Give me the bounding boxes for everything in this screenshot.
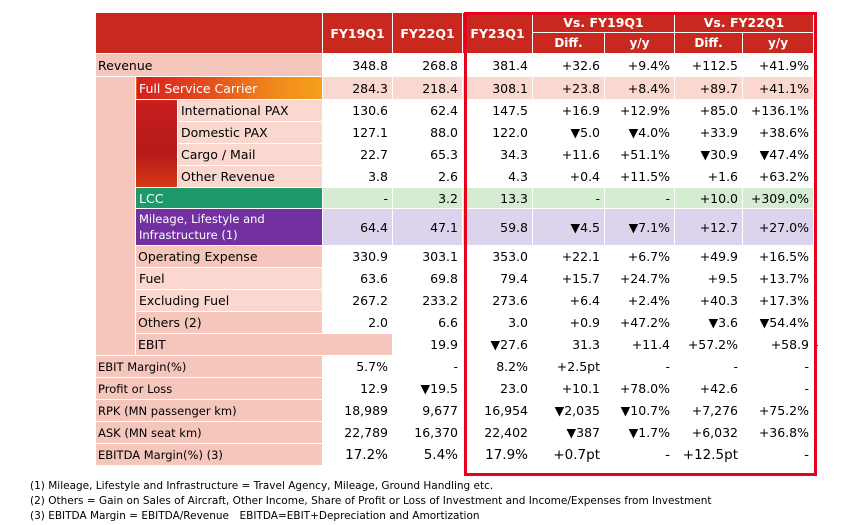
table-row <box>96 356 824 378</box>
cell: +7,276 <box>675 400 743 422</box>
row-label-others: Others (2) <box>136 312 323 334</box>
table-row <box>96 54 824 77</box>
footnote-3: (3) EBITDA Margin = EBITDA/Revenue EBITDA=EBIT+Depreciation and Amortization <box>30 510 480 522</box>
col-header-diff-fy22: Diff. <box>675 33 743 54</box>
cell: ▼4.0% <box>605 122 675 144</box>
cell: ▼387 <box>533 422 605 444</box>
cell: 6.6 <box>393 312 463 334</box>
cell: +309.0% <box>743 188 814 209</box>
row-label-intl-pax: International PAX <box>178 100 323 122</box>
col-header-fy22q1: FY22Q1 <box>393 13 463 54</box>
table-row <box>96 312 824 334</box>
cell: 34.3 <box>463 144 533 166</box>
cell: 284.3 <box>323 77 393 100</box>
cell: 22,402 <box>463 422 533 444</box>
cell: +85.0 <box>675 100 743 122</box>
cell: +6.7% <box>605 246 675 268</box>
cell: 47.1 <box>393 209 463 246</box>
row-label-dom-pax: Domestic PAX <box>178 122 323 144</box>
cell: 308.1 <box>463 77 533 100</box>
cell: 65.3 <box>393 144 463 166</box>
cell: +75.2% <box>743 400 814 422</box>
row-label-mileage: Mileage, Lifestyle and Infrastructure (1) <box>136 209 323 246</box>
cell: 218.4 <box>393 77 463 100</box>
cell: ▼54.4% <box>743 312 814 334</box>
table-row <box>96 444 824 466</box>
cell: 17.9% <box>463 444 533 466</box>
footnote-2: (2) Others = Gain on Sales of Aircraft, Other Income, Share of Profit or Loss of Investment and Income/Expenses from Investment <box>30 495 712 507</box>
cell: 5.7% <box>323 356 393 378</box>
row-label-ebit: EBIT <box>136 334 393 356</box>
col-group-vs-fy19q1: Vs. FY19Q1 <box>533 13 675 33</box>
cell: +23.8 <box>533 77 605 100</box>
cell: - <box>675 356 743 378</box>
cell: +49.9 <box>675 246 743 268</box>
footnote-1: (1) Mileage, Lifestyle and Infrastructure = Travel Agency, Mileage, Ground Handling etc. <box>30 480 494 492</box>
cell: 9,677 <box>393 400 463 422</box>
table-row <box>96 422 824 444</box>
cell: 233.2 <box>393 290 463 312</box>
cell: +2.5pt <box>533 356 605 378</box>
cell: - <box>743 444 814 466</box>
cell: +41.9% <box>743 54 814 77</box>
cell: ▼27.6 <box>463 334 533 356</box>
cell: 5.4% <box>393 444 463 466</box>
cell: +17.3% <box>743 290 814 312</box>
cell: 348.8 <box>323 54 393 77</box>
cell: +6,032 <box>675 422 743 444</box>
cell: - <box>393 356 463 378</box>
cell: 268.8 <box>393 54 463 77</box>
row-label-excluding-fuel: Excluding Fuel <box>136 290 323 312</box>
cell: 3.0 <box>463 312 533 334</box>
header-corner <box>96 13 323 54</box>
cell: 69.8 <box>393 268 463 290</box>
row-label-opex: Operating Expense <box>136 246 323 268</box>
cell: - <box>533 188 605 209</box>
table-row <box>96 334 824 356</box>
cell: ▼1.7% <box>605 422 675 444</box>
cell: +51.1% <box>605 144 675 166</box>
cell: - <box>743 356 814 378</box>
col-header-diff-fy19: Diff. <box>533 33 605 54</box>
row-label-revenue: Revenue <box>96 54 323 77</box>
cell: +0.4 <box>533 166 605 188</box>
financial-results-table <box>95 12 824 466</box>
cell: - <box>323 188 393 209</box>
table-row <box>96 144 824 166</box>
cell: 23.0 <box>463 378 533 400</box>
cell: +6.4 <box>533 290 605 312</box>
table-row <box>96 290 824 312</box>
col-group-vs-fy22q1: Vs. FY22Q1 <box>675 13 814 33</box>
cell: +16.9 <box>533 100 605 122</box>
cell: 22,789 <box>323 422 393 444</box>
table-row <box>96 188 824 209</box>
cell: - <box>814 334 824 356</box>
cell: +38.6% <box>743 122 814 144</box>
cell: 88.0 <box>393 122 463 144</box>
cell: 4.3 <box>463 166 533 188</box>
cell: 59.8 <box>463 209 533 246</box>
cell: 16,954 <box>463 400 533 422</box>
footnotes <box>30 479 712 524</box>
cell: +10.0 <box>675 188 743 209</box>
cell: +27.0% <box>743 209 814 246</box>
table-row <box>96 378 824 400</box>
cell: +15.7 <box>533 268 605 290</box>
row-label-profit: Profit or Loss <box>96 378 323 400</box>
col-header-fy23q1: FY23Q1 <box>463 13 533 54</box>
cell: +36.8% <box>743 422 814 444</box>
cell: +63.2% <box>743 166 814 188</box>
cell: +78.0% <box>605 378 675 400</box>
cell: ▼47.4% <box>743 144 814 166</box>
cell: 62.4 <box>393 100 463 122</box>
cell: 381.4 <box>463 54 533 77</box>
cell: +1.6 <box>675 166 743 188</box>
revenue-indent-block <box>96 77 136 356</box>
cell: +47.2% <box>605 312 675 334</box>
cell: +24.7% <box>605 268 675 290</box>
cell: 17.2% <box>323 444 393 466</box>
cell: +136.1% <box>743 100 814 122</box>
cell: +41.1% <box>743 77 814 100</box>
cell: +0.9 <box>533 312 605 334</box>
cell: +22.1 <box>533 246 605 268</box>
cell: +112.5 <box>675 54 743 77</box>
cell: +42.6 <box>675 378 743 400</box>
cell: +12.5pt <box>675 444 743 466</box>
cell: +11.4 <box>605 334 675 356</box>
cell: +12.7 <box>675 209 743 246</box>
row-label-ebitda-margin: EBITDA Margin(%) (3) <box>96 444 323 466</box>
cell: 2.0 <box>323 312 393 334</box>
row-label-fuel: Fuel <box>136 268 323 290</box>
row-label-cargo: Cargo / Mail <box>178 144 323 166</box>
cell: 3.2 <box>393 188 463 209</box>
cell: 147.5 <box>463 100 533 122</box>
cell: 8.2% <box>463 356 533 378</box>
cell: ▼5.0 <box>533 122 605 144</box>
cell: 2.6 <box>393 166 463 188</box>
cell: 13.3 <box>463 188 533 209</box>
cell: ▼3.6 <box>675 312 743 334</box>
cell: 79.4 <box>463 268 533 290</box>
cell: - <box>605 444 675 466</box>
cell: +40.3 <box>675 290 743 312</box>
cell: 3.8 <box>323 166 393 188</box>
cell: 130.6 <box>323 100 393 122</box>
cell: +89.7 <box>675 77 743 100</box>
cell: - <box>743 378 814 400</box>
cell: +13.7% <box>743 268 814 290</box>
row-label-rpk: RPK (MN passenger km) <box>96 400 323 422</box>
cell: +58.9 <box>743 334 814 356</box>
fsc-indent-block <box>136 100 178 188</box>
cell: +9.4% <box>605 54 675 77</box>
cell: +9.5 <box>675 268 743 290</box>
cell: +16.5% <box>743 246 814 268</box>
cell: 267.2 <box>323 290 393 312</box>
cell: - <box>605 356 675 378</box>
cell: 19.9 <box>393 334 463 356</box>
table-row <box>96 400 824 422</box>
row-label-ebit-margin: EBIT Margin(%) <box>96 356 323 378</box>
cell: +11.5% <box>605 166 675 188</box>
table-row <box>96 100 824 122</box>
cell: +0.7pt <box>533 444 605 466</box>
cell: 330.9 <box>323 246 393 268</box>
cell: ▼4.5 <box>533 209 605 246</box>
cell: ▼2,035 <box>533 400 605 422</box>
cell: +12.9% <box>605 100 675 122</box>
cell: 63.6 <box>323 268 393 290</box>
cell: 22.7 <box>323 144 393 166</box>
cell: 303.1 <box>393 246 463 268</box>
cell: +11.6 <box>533 144 605 166</box>
cell: +2.4% <box>605 290 675 312</box>
col-header-fy19q1: FY19Q1 <box>323 13 393 54</box>
row-label-ask: ASK (MN seat km) <box>96 422 323 444</box>
row-label-other-revenue: Other Revenue <box>178 166 323 188</box>
cell: 16,370 <box>393 422 463 444</box>
cell: 273.6 <box>463 290 533 312</box>
table-row <box>96 209 824 246</box>
cell: ▼30.9 <box>675 144 743 166</box>
cell: 31.3 <box>533 334 605 356</box>
cell: 353.0 <box>463 246 533 268</box>
cell: +8.4% <box>605 77 675 100</box>
cell: +10.1 <box>533 378 605 400</box>
row-label-fsc: Full Service Carrier <box>136 77 323 100</box>
col-header-yy-fy19: y/y <box>605 33 675 54</box>
cell: - <box>605 188 675 209</box>
cell: ▼10.7% <box>605 400 675 422</box>
cell: 64.4 <box>323 209 393 246</box>
table-row <box>96 122 824 144</box>
table-row <box>96 268 824 290</box>
cell: +57.2% <box>675 334 743 356</box>
cell: +32.6 <box>533 54 605 77</box>
cell: 127.1 <box>323 122 393 144</box>
table-row <box>96 246 824 268</box>
table-row <box>96 166 824 188</box>
cell: ▼7.1% <box>605 209 675 246</box>
table-row <box>96 77 824 100</box>
cell: +33.9 <box>675 122 743 144</box>
cell: 12.9 <box>323 378 393 400</box>
row-label-lcc: LCC <box>136 188 323 209</box>
cell: 122.0 <box>463 122 533 144</box>
cell: ▼19.5 <box>393 378 463 400</box>
cell: 18,989 <box>323 400 393 422</box>
col-header-yy-fy22: y/y <box>743 33 814 54</box>
